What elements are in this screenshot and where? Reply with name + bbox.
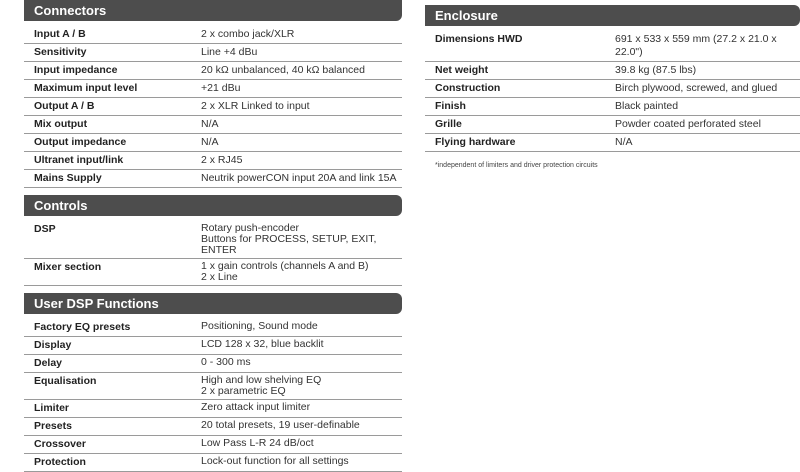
spec-row <box>24 454 402 472</box>
spec-label: Grille <box>435 118 462 130</box>
footnote: *independent of limiters and driver protection circuits <box>435 162 598 169</box>
spec-row <box>24 26 402 44</box>
spec-row <box>24 319 402 337</box>
section-spacer <box>24 286 402 293</box>
spec-row <box>425 80 800 98</box>
spec-label: Mains Supply <box>34 172 102 184</box>
spec-label: DSP <box>34 223 56 235</box>
spec-row <box>24 337 402 355</box>
enclosure-section <box>425 5 800 169</box>
spec-value-line: LCD 128 x 32, blue backlit <box>201 338 324 350</box>
spec-row <box>425 98 800 116</box>
right-column <box>425 5 800 169</box>
spec-row <box>24 170 402 188</box>
spec-label: Input impedance <box>34 64 118 76</box>
spec-label: Input A / B <box>34 28 86 40</box>
user-dsp-header: User DSP Functions <box>24 293 402 314</box>
connectors-section <box>24 0 402 188</box>
spec-value-line: 2 x Line <box>201 271 238 283</box>
spec-label: Flying hardware <box>435 136 516 148</box>
spec-row <box>24 400 402 418</box>
spec-label: Sensitivity <box>34 46 87 58</box>
section-spacer <box>24 188 402 195</box>
spec-value: +21 dBu <box>201 82 241 94</box>
spec-value: N/A <box>201 118 219 130</box>
spec-value <box>201 402 310 415</box>
spec-value-line: Lock-out function for all settings <box>201 455 349 467</box>
spec-label: Output impedance <box>34 136 127 148</box>
controls-rows <box>24 221 402 286</box>
spec-value: 20 kΩ unbalanced, 40 kΩ balanced <box>201 64 365 76</box>
spec-label: Factory EQ presets <box>34 321 131 333</box>
spec-row <box>24 80 402 98</box>
spec-row <box>24 259 402 286</box>
spec-row <box>425 62 800 80</box>
spec-label: Construction <box>435 82 501 94</box>
controls-header: Controls <box>24 195 402 216</box>
user-dsp-rows <box>24 319 402 472</box>
spec-value-line: High and low shelving EQ <box>201 374 322 386</box>
spec-row <box>425 31 800 62</box>
controls-section <box>24 195 402 286</box>
spec-label: Maximum input level <box>34 82 138 94</box>
spec-value-line: Positioning, Sound mode <box>201 320 318 332</box>
spec-label: Limiter <box>34 402 70 414</box>
spec-label: Net weight <box>435 64 489 76</box>
spec-value <box>201 456 349 469</box>
spec-value <box>201 261 369 283</box>
spec-value: 691 x 533 x 559 mm (27.2 x 21.0 x 22.0") <box>615 33 777 58</box>
spec-value-line: Rotary push-encoder <box>201 222 300 234</box>
spec-row <box>24 436 402 454</box>
spec-value-line: 2 x parametric EQ <box>201 385 286 397</box>
spec-row <box>24 134 402 152</box>
spec-value: N/A <box>201 136 219 148</box>
spec-label: Mix output <box>34 118 88 130</box>
left-column <box>24 0 402 472</box>
spec-value: 2 x RJ45 <box>201 154 243 166</box>
spec-value <box>201 375 321 397</box>
spec-row <box>24 98 402 116</box>
spec-value: Black painted <box>615 100 679 112</box>
spec-value <box>201 420 360 433</box>
spec-label: Mixer section <box>34 261 102 273</box>
spec-row <box>24 116 402 134</box>
spec-label: Ultranet input/link <box>34 154 124 166</box>
spec-row <box>24 373 402 400</box>
spec-value: 39.8 kg (87.5 lbs) <box>615 64 697 76</box>
connectors-header: Connectors <box>24 0 402 21</box>
spec-value <box>201 357 251 370</box>
spec-value-line: 1 x gain controls (channels A and B) <box>201 260 369 272</box>
spec-row <box>24 221 402 259</box>
spec-value: Powder coated perforated steel <box>615 118 761 130</box>
spec-value <box>201 339 324 352</box>
connectors-rows <box>24 26 402 188</box>
spec-label: Protection <box>34 456 86 468</box>
spec-label: Display <box>34 339 72 351</box>
spec-label: Dimensions HWD <box>435 33 523 45</box>
spec-label: Crossover <box>34 438 86 450</box>
spec-label: Delay <box>34 357 63 369</box>
spec-value-line: Buttons for PROCESS, SETUP, EXIT, ENTER <box>201 233 377 256</box>
spec-value <box>201 438 314 451</box>
spec-value-line: 0 - 300 ms <box>201 356 251 368</box>
spec-row <box>425 134 800 152</box>
spec-label: Output A / B <box>34 100 95 112</box>
spec-row <box>24 418 402 436</box>
spec-label: Presets <box>34 420 72 432</box>
spec-row <box>24 62 402 80</box>
enclosure-header: Enclosure <box>425 5 800 26</box>
spec-row <box>24 44 402 62</box>
spec-value: Line +4 dBu <box>201 46 258 58</box>
spec-value: Neutrik powerCON input 20A and link 15A <box>201 172 397 184</box>
spec-label: Equalisation <box>34 375 97 387</box>
spec-value: 2 x XLR Linked to input <box>201 100 310 112</box>
spec-row <box>425 116 800 134</box>
spec-value-line: 20 total presets, 19 user-definable <box>201 419 360 431</box>
spec-value <box>201 321 318 334</box>
spec-value: 2 x combo jack/XLR <box>201 28 295 40</box>
user-dsp-section <box>24 293 402 472</box>
enclosure-rows <box>425 31 800 152</box>
spec-value-line: Low Pass L-R 24 dB/oct <box>201 437 314 449</box>
spec-value-line: Zero attack input limiter <box>201 401 311 413</box>
spec-label: Finish <box>435 100 466 112</box>
spec-row <box>24 152 402 170</box>
spec-value: N/A <box>615 136 633 148</box>
spec-row <box>24 355 402 373</box>
spec-value: Birch plywood, screwed, and glued <box>615 82 778 94</box>
spec-value <box>201 223 402 256</box>
